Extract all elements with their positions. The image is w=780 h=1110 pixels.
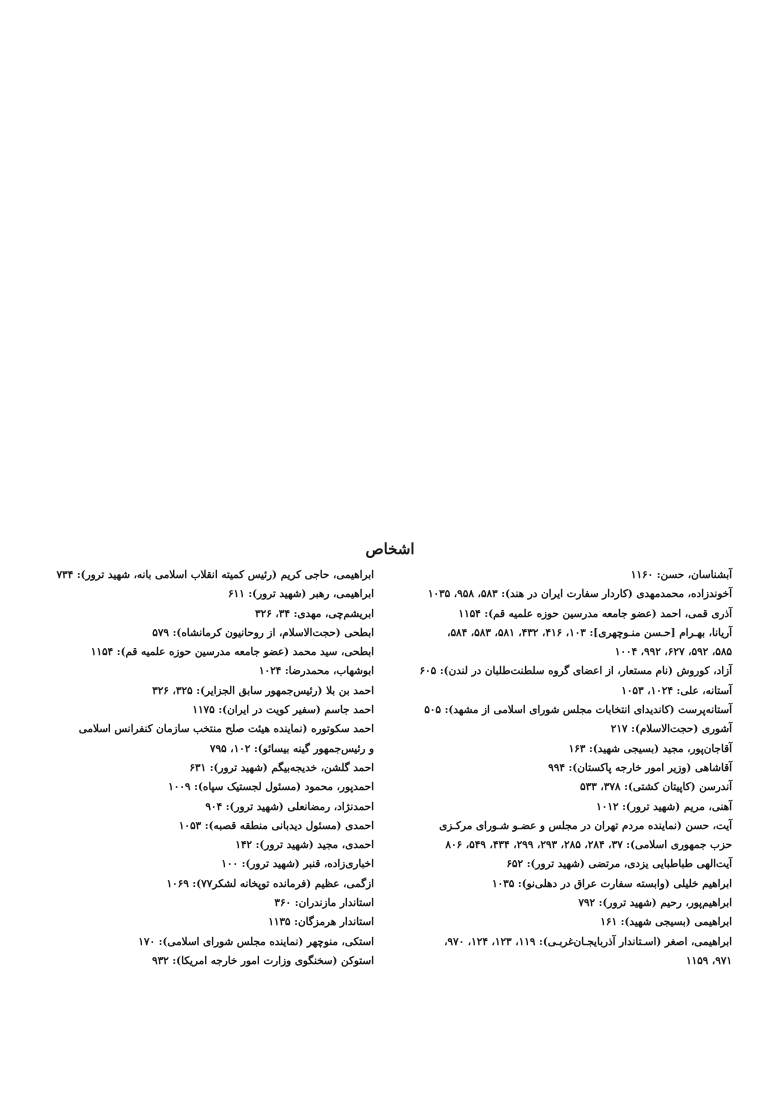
index-entry: ابراهیم خلیلی (وابسته سفارت عراق در دهلی‌نو): ۱۰۳۵	[491, 877, 732, 890]
index-entry: احمدی (مسئول دیدبانی منطقه قصبه): ۱۰۵۳	[178, 819, 374, 832]
index-entry: ابراهیم‌پور، رحیم (شهید ترور): ۷۹۲	[578, 897, 732, 910]
index-entry: ابراهیمی، اصغر (اسـتاندار آذربایجـان‌غربـی): ۱۱۹، ۱۲۳، ۱۲۴، ۹۷۰،	[444, 935, 732, 948]
index-entry-continuation: و رئیس‌جمهور گینه بیسائو): ۱۰۲، ۷۹۵	[209, 742, 374, 755]
index-entry-continuation: ۹۷۱، ۱۱۵۹	[685, 954, 732, 967]
index-entry: ابطحی (حجت‌الاسلام، از روحانیون کرمانشاه): ۵۷۹	[152, 626, 374, 639]
index-entry: استکی، منوچهر (نماینده مجلس شورای اسلامی): ۱۷۰	[138, 935, 374, 948]
index-entry: آندرسن (کاپیتان کشتی): ۳۷۸، ۵۳۳	[580, 781, 732, 794]
index-entry: ابطحی، سید محمد (عضو جامعه مدرسین حوزه علمیه قم): ۱۱۵۴	[90, 646, 374, 659]
index-entry-continuation: ۵۸۵، ۵۹۲، ۶۲۷، ۹۹۲، ۱۰۰۴	[614, 646, 732, 659]
index-entry: احمدی، مجید (شهید ترور): ۱۴۲	[235, 839, 374, 852]
index-entry: ابریشم‌چی، مهدی: ۳۴، ۳۲۶	[255, 607, 374, 620]
index-entry: احمد سکوتوره (نماینده هیئت صلح منتخب سازمان کنفرانس اسلامی	[78, 723, 374, 736]
index-entry: استاندار هرمزگان: ۱۱۳۵	[268, 916, 374, 929]
index-entry: آبشناسان، حسن: ۱۱۶۰	[630, 569, 732, 581]
index-entry: آریانا، بهـرام [حـسن منـوچهری]: ۱۰۳، ۴۱۶، ۴۳۲، ۵۸۱، ۵۸۳، ۵۸۴،	[447, 626, 732, 639]
index-entry: آقاجان‌پور، مجید (بسیجی شهید): ۱۶۳	[568, 742, 732, 755]
index-entry: استاندار مازندران: ۳۶۰	[274, 897, 374, 910]
index-entry: اخباری‌زاده، قنبر (شهید ترور): ۱۰۰	[221, 858, 374, 871]
index-entry: احمد بن بلا (رئیس‌جمهور سابق الجزایر): ۳۲۵، ۳۲۶	[152, 684, 374, 697]
index-column-right	[412, 566, 732, 971]
index-column-left	[56, 566, 374, 971]
index-entry: آیت، حسن (نماینده مردم تهران در مجلس و عضـو شـورای مرکـزی	[439, 819, 732, 832]
index-entry: آذری قمی، احمد (عضو جامعه مدرسین حوزه علمیه قم): ۱۱۵۴	[458, 607, 732, 620]
index-entry-continuation: حزب جمهوری اسلامی): ۳۷، ۲۸۴، ۲۸۵، ۲۹۳، ۲۹۹، ۴۳۴، ۵۴۹، ۸۰۶	[445, 839, 732, 852]
index-entry: ابوشهاب، محمدرضا: ۱۰۲۴	[258, 665, 374, 678]
index-entry: احمد جاسم (سفیر کویت در ایران): ۱۱۷۵	[192, 704, 374, 717]
index-entry: آقاشاهی (وزیر امور خارجه پاکستان): ۹۹۴	[548, 761, 732, 774]
index-entry: آستانه، علی: ۱۰۲۴، ۱۰۵۳	[621, 684, 732, 697]
index-entry: استوکن (سخنگوی وزارت امور خارجه امریکا): ۹۳۲	[151, 954, 374, 967]
section-heading: اشخاص	[365, 540, 415, 558]
index-entry: ابراهیمی، حاجی کریم (رئیس کمیته انقلاب اسلامی بانه، شهید ترور): ۷۳۴	[56, 569, 374, 581]
index-entry: آخوندزاده، محمدمهدی (کاردار سفارت ایران در هند): ۵۸۳، ۹۵۸، ۱۰۳۵	[427, 588, 732, 601]
index-entry: احمدپور، محمود (مسئول لجستیک سپاه): ۱۰۰۹	[168, 781, 374, 794]
index-entry: آیت‌الهی طباطبایی یزدی، مرتضی (شهید ترور): ۶۵۲	[506, 858, 732, 871]
index-entry: ابراهیمی، رهبر (شهید ترور): ۶۱۱	[227, 588, 374, 601]
index-entry: احمدنژاد، رمضانعلی (شهید ترور): ۹۰۴	[205, 800, 374, 813]
index-entry: آشوری (حجت‌الاسلام): ۲۱۷	[610, 723, 732, 736]
index-entry: ابراهیمی (بسیجی شهید): ۱۶۱	[600, 916, 732, 929]
index-entry: ازگمی، عظیم (فرمانده توپخانه لشکر۷۷): ۱۰۶۹	[166, 877, 374, 890]
index-entry: آستانه‌پرست (کاندیدای انتخابات مجلس شورای اسلامی از مشهد): ۵۰۵	[424, 704, 732, 717]
index-entry: آهنی، مریم (شهید ترور): ۱۰۱۲	[596, 800, 732, 813]
index-entry: آزاد، کوروش (نام مستعار، از اعضای گروه سلطنت‌طلبان در لندن): ۶۰۵	[419, 665, 732, 678]
index-entry: احمد گلشن، خدیجه‌بیگم (شهید ترور): ۶۳۱	[189, 761, 374, 774]
